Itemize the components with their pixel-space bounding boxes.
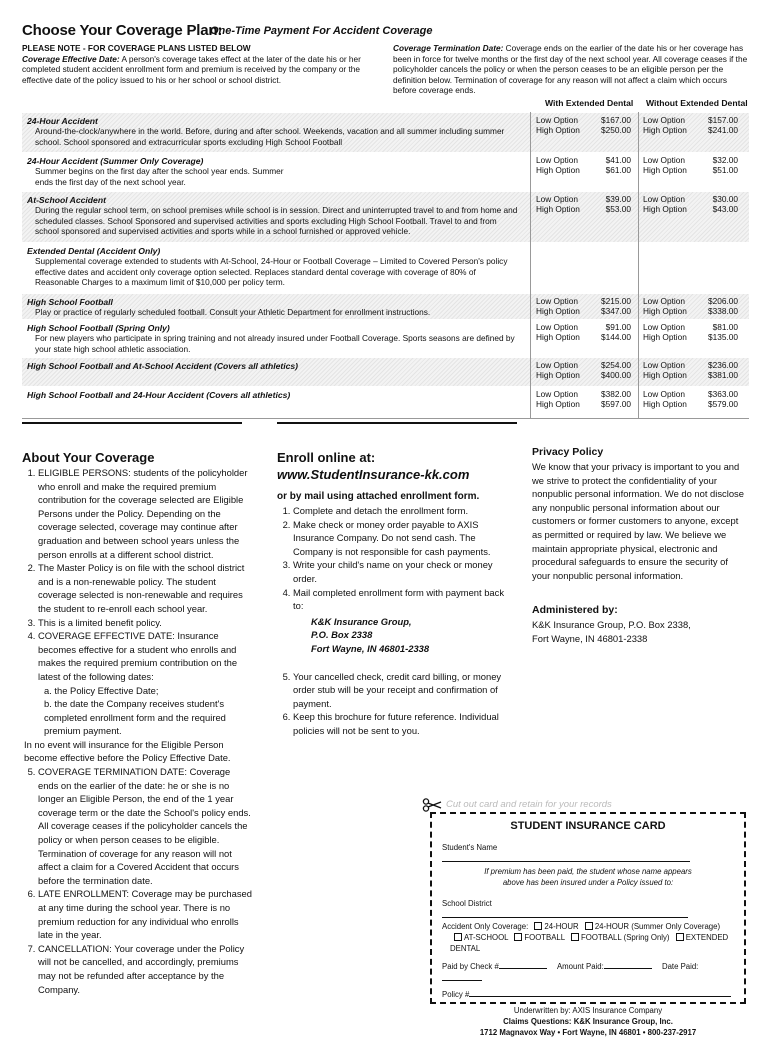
price: $400.00: [601, 370, 631, 381]
list-item: 2. Make check or money order payable to AXIS Insurance Company. Do not send cash. The Company is not responsible for cash payments.: [293, 518, 517, 559]
option-label: 24-HOUR (Summer Only Coverage): [594, 922, 721, 931]
price: $381.00: [708, 370, 738, 381]
checkbox-icon[interactable]: [454, 933, 462, 941]
list-item: 2. The Master Policy is on file with the school district and is a non-renewable policy. The student coverage selected is non-renewable and requires the student to re-enroll each school year.: [38, 561, 252, 615]
price: $241.00: [708, 125, 738, 136]
cut-instruction: Cut out card and retain for your records: [446, 799, 612, 810]
mailing-address: [277, 615, 517, 656]
checkbox-icon[interactable]: [676, 933, 684, 941]
address-line: P.O. Box 2338: [311, 629, 373, 641]
plan-prices-without-dental: [643, 155, 738, 176]
low-option-label: Low Option: [536, 155, 578, 165]
enroll-steps: [277, 504, 517, 613]
price: $144.00: [601, 332, 631, 343]
list-item: 1. ELIGIBLE PERSONS: students of the policyholder who enroll and make the required premium contribution for the coverage selected are Eligible Persons under the Policy. Depending on the coverage selected, coverage may continue after graduation and between school years unless the person enrolls at a different school district.: [38, 466, 252, 561]
mail-title: or by mail using attached enrollment form.: [277, 491, 480, 502]
plan-name: Extended Dental (Accident Only): [27, 246, 161, 256]
coverage-table: [22, 112, 749, 423]
price: $579.00: [708, 399, 738, 410]
price: $215.00: [601, 296, 631, 306]
low-option-label: Low Option: [643, 360, 685, 370]
school-district-label: School District: [442, 899, 492, 908]
price: $250.00: [601, 125, 631, 136]
plan-name: High School Football: [27, 297, 113, 307]
list-item: 6. Keep this brochure for future reference. Individual policies will not be sent to you.: [293, 710, 517, 737]
check-number-label: Paid by Check #: [442, 962, 499, 971]
plan-prices-without-dental: [643, 296, 738, 317]
low-option-label: Low Option: [536, 115, 578, 125]
payment-row: [442, 960, 734, 984]
list-item: [24, 629, 252, 765]
list-item: 1. Complete and detach the enrollment form.: [293, 504, 517, 518]
effective-label: Coverage Effective Date:: [22, 53, 120, 64]
about-title: About Your Coverage: [22, 450, 155, 465]
coverage-options-row: [442, 932, 734, 954]
plan-name: 24-Hour Accident: [27, 116, 98, 126]
high-option-label: High Option: [643, 370, 687, 381]
checkbox-icon[interactable]: [534, 922, 542, 930]
checkbox-icon[interactable]: [585, 922, 593, 930]
list-item: 3. This is a limited benefit policy.: [38, 616, 252, 630]
list-item: 5. COVERAGE TERMINATION DATE: Coverage ends on the earlier of the date: he or she is no longer an Eligible Person, the end of the 1 year coverage term or the date the School's policy ends. All coverage ceases if the policyholder cancels the policy or when person ceases to be eligible. Termination of coverage for any reason will not affect a claim for a Covered Accident that occurs before the termination date.: [38, 765, 252, 887]
plan-desc: During the regular school term, on school premises while school is in session. Direct and uninterrupted travel to and from home and scheduled classes. School Sponsored and supervised activities and sports excluding High School Football. Travel to and from school sponsored and supervised activities and sports while in a school furnished or approved vehicle.: [35, 205, 518, 237]
price: $347.00: [601, 306, 631, 317]
admin-line: K&K Insurance Group, P.O. Box 2338,: [532, 619, 691, 630]
low-option-label: Low Option: [643, 322, 685, 332]
low-option-label: Low Option: [536, 360, 578, 370]
high-option-label: High Option: [536, 125, 580, 136]
high-option-label: High Option: [536, 204, 580, 215]
plan-prices-with-dental: [536, 155, 631, 176]
page-title: Choose Your Coverage Plan:: [22, 22, 223, 39]
option-label: 24-HOUR: [544, 922, 579, 931]
underwritten-text: Underwritten by: AXIS Insurance Company: [513, 1006, 663, 1015]
plan-name: High School Football and At-School Accident (Covers all athletics): [27, 361, 299, 371]
low-option-label: Low Option: [643, 389, 685, 399]
list-item: 6. LATE ENROLLMENT: Coverage may be purchased at any time during the school year. There is no premium reduction for any individual who enrolls late in the year.: [38, 887, 252, 941]
plan-row: [22, 242, 749, 293]
low-option-label: Low Option: [643, 296, 685, 306]
list-item-text: COVERAGE EFFECTIVE DATE: Insurance becomes effective for a student who enrolls and makes the required premium contribution on the latest of the following dates:: [38, 630, 238, 682]
amount-paid-label: Amount Paid:: [556, 962, 604, 971]
plan-name: High School Football (Spring Only): [27, 323, 170, 333]
cut-line: [422, 798, 752, 812]
check-number-field[interactable]: [499, 960, 547, 969]
claims-text: Claims Questions: K&K Insurance Group, Inc.: [503, 1017, 673, 1026]
plan-row: [22, 357, 749, 386]
plan-prices-without-dental: [643, 194, 738, 215]
high-option-label: High Option: [643, 306, 687, 317]
price: $135.00: [708, 332, 738, 343]
high-option-label: High Option: [643, 204, 687, 215]
table-bottom-rule: [22, 418, 749, 419]
option-label: AT-SCHOOL: [464, 933, 509, 942]
price: $41.00: [605, 155, 631, 165]
paid-note-line: If premium has been paid, the student whose name appears: [484, 867, 692, 876]
plan-name: High School Football and 24-Hour Accident (Covers all athletics): [27, 390, 291, 400]
school-district-field[interactable]: [442, 909, 688, 918]
school-district-row: [442, 898, 734, 921]
price: $53.00: [605, 204, 631, 215]
plan-row: [22, 319, 749, 357]
section-rule: [277, 422, 517, 424]
high-option-label: High Option: [643, 125, 687, 136]
enroll-steps-2: [277, 670, 517, 738]
price: $39.00: [605, 194, 631, 204]
price: $236.00: [708, 360, 738, 370]
enroll-section: [277, 450, 517, 738]
plan-desc: For new players who participate in spring training and not already insured under Football Coverage. Sports seasons are defined by your state high school athletic association.: [35, 333, 515, 354]
policy-label: Policy #: [442, 990, 470, 999]
about-list: [22, 466, 252, 996]
plan-prices-with-dental: [536, 194, 631, 215]
high-option-label: High Option: [643, 399, 687, 410]
plan-desc: Summer begins on the first day after the school year ends. Summer ends the first day of the next school year.: [35, 166, 284, 187]
option-label: EXTENDED DENTAL: [450, 933, 729, 953]
option-label: FOOTBALL (Spring Only): [581, 933, 670, 942]
checkbox-icon[interactable]: [571, 933, 579, 941]
plan-prices-with-dental: [536, 115, 631, 136]
low-option-label: Low Option: [536, 389, 578, 399]
price: $91.00: [605, 322, 631, 332]
table-divider: [638, 112, 639, 418]
coverage-effective-note: [22, 43, 382, 85]
price: $254.00: [601, 360, 631, 370]
policy-row: [442, 988, 734, 1000]
scissors-icon: [422, 798, 442, 812]
plan-prices-with-dental: [536, 322, 631, 343]
table-divider: [530, 112, 531, 418]
paid-note: [442, 866, 734, 888]
student-insurance-card: [430, 812, 746, 1037]
plan-row: [22, 112, 749, 152]
paid-note-line: above has been insured under a Policy issued to:: [502, 878, 674, 887]
high-option-label: High Option: [643, 165, 687, 176]
enroll-url[interactable]: www.StudentInsurance-kk.com: [277, 467, 470, 482]
termination-label: Coverage Termination Date:: [393, 43, 504, 53]
students-name-label: Student's Name: [442, 843, 498, 852]
address-line: Fort Wayne, IN 46801-2338: [311, 642, 430, 654]
list-item: 5. Your cancelled check, credit card billing, or money order stub will be your receipt and confirmation of payment.: [293, 670, 517, 711]
price: $157.00: [708, 115, 738, 125]
option-label: FOOTBALL: [524, 933, 565, 942]
price: $51.00: [712, 165, 738, 176]
price: $363.00: [708, 389, 738, 399]
low-option-label: Low Option: [536, 194, 578, 204]
effective-text: A person's coverage takes effect at the later of the date his or her completed student accident enrollment form and premium is received by the company or the effective date of the policy issued to his or her school or school district.: [22, 53, 361, 85]
accident-only-row: [442, 921, 734, 932]
high-option-label: High Option: [536, 370, 580, 381]
privacy-title: Privacy Policy: [532, 446, 604, 458]
list-item: 4. Mail completed enrollment form with payment back to:: [293, 586, 517, 613]
plan-desc: Supplemental coverage extended to students with At-School, 24-Hour or Football Coverage – Limited to Covered Person's policy effective dates and accident only coverage option selected. Replaces standard dental coverage with coverage of 80% of Reasonable Charges to a maximum limit of $10,000 per policy term.: [35, 256, 508, 288]
claims-address: 1712 Magnavox Way • Fort Wayne, IN 46801 • 800-237-2917: [479, 1028, 697, 1037]
card-footer: [442, 1005, 734, 1038]
plan-name: At-School Accident: [27, 195, 106, 205]
low-option-label: Low Option: [643, 115, 685, 125]
price: $206.00: [708, 296, 738, 306]
about-coverage-section: [22, 450, 252, 996]
checkbox-icon[interactable]: [514, 933, 522, 941]
date-paid-label: Date Paid:: [661, 962, 699, 971]
plan-prices-with-dental: [536, 389, 631, 410]
low-option-label: Low Option: [643, 194, 685, 204]
price: $338.00: [708, 306, 738, 317]
section-rule: [22, 422, 242, 424]
plan-row: [22, 152, 749, 191]
plan-prices-without-dental: [643, 322, 738, 343]
price: $167.00: [601, 115, 631, 125]
plan-row: [22, 293, 749, 319]
privacy-text: We know that your privacy is important to you and we strive to protect the confidentiality of your nonpublic personal information. We do not disclose any nonpublic personal information about our customers or former customers to anyone, except as permitted or required by law. We believe we maintain appropriate physical, electronic and procedural safeguards to ensure the security of your nonpublic personal information.: [532, 461, 744, 581]
price: $81.00: [712, 322, 738, 332]
price: $61.00: [605, 165, 631, 176]
high-option-label: High Option: [536, 332, 580, 343]
plan-prices-without-dental: [643, 115, 738, 136]
amount-paid-field[interactable]: [604, 960, 652, 969]
list-item: 7. CANCELLATION: Your coverage under the Policy will not be cancelled, and accordingly, premiums may not be refunded after acceptance by the Company.: [38, 942, 252, 996]
high-option-label: High Option: [536, 165, 580, 176]
page-subtitle: One-Time Payment For Accident Coverage: [210, 25, 433, 37]
card-body: [442, 842, 734, 1038]
plan-prices-with-dental: [536, 360, 631, 381]
students-name-field[interactable]: [442, 853, 690, 862]
policy-field[interactable]: [469, 988, 731, 997]
high-option-label: High Option: [536, 399, 580, 410]
plan-desc: Play or practice of regularly scheduled football. Consult your Athletic Department for enrollment instructions.: [35, 307, 431, 318]
plan-prices-with-dental: [536, 296, 631, 317]
enroll-title: Enroll online at:: [277, 450, 376, 465]
administered-section: [532, 604, 747, 645]
low-option-label: Low Option: [643, 155, 685, 165]
please-note: PLEASE NOTE - FOR COVERAGE PLANS LISTED BELOW: [22, 43, 251, 53]
price: $43.00: [712, 204, 738, 215]
plan-name: 24-Hour Accident (Summer Only Coverage): [27, 156, 204, 166]
column-head-without-dental: Without Extended Dental: [646, 98, 748, 108]
admin-title: Administered by:: [532, 604, 618, 616]
sub-item: b. the date the Company receives student's completed enrollment form and the required premium payment.: [44, 698, 226, 737]
high-option-label: High Option: [643, 332, 687, 343]
plan-prices-without-dental: [643, 389, 738, 410]
card-title: STUDENT INSURANCE CARD: [510, 820, 666, 832]
plan-desc: Around-the-clock/anywhere in the world. Before, during and after school. Weekends, vacation and all summer including summer school. School sponsored and extracurricular sports excluding High School Football: [35, 126, 505, 147]
students-name-row: [442, 842, 734, 865]
address-line: K&K Insurance Group,: [311, 615, 412, 627]
list-item: 3. Write your child's name on your check or money order.: [293, 558, 517, 585]
plan-prices-without-dental: [643, 360, 738, 381]
admin-line: Fort Wayne, IN 46801-2338: [532, 632, 648, 644]
low-option-label: Low Option: [536, 296, 578, 306]
price: $382.00: [601, 389, 631, 399]
termination-text: Coverage ends on the earlier of the date his or her coverage has been in force for twelve months or the first day of the next school year. All coverage ceases if the policyholder cancels the policy or when the person ceases to be an eligible person per the definition below. Termination of coverage for any reason will not affect a claim which occurs before coverage ends.: [393, 43, 748, 95]
price: $30.00: [712, 194, 738, 204]
sub-item: a. the Policy Effective Date;: [44, 684, 159, 696]
low-option-label: Low Option: [536, 322, 578, 332]
privacy-section: [532, 446, 747, 582]
in-no-event-text: In no event will insurance for the Eligible Person become effective before the Policy Effective Date.: [24, 738, 231, 764]
high-option-label: High Option: [536, 306, 580, 317]
price: $597.00: [601, 399, 631, 410]
date-paid-field[interactable]: [442, 972, 482, 981]
column-head-with-dental: With Extended Dental: [545, 98, 634, 108]
accident-only-label: Accident Only Coverage:: [442, 922, 529, 931]
coverage-termination-note: [393, 43, 748, 96]
price: $32.00: [712, 155, 738, 165]
plan-row: [22, 191, 749, 242]
